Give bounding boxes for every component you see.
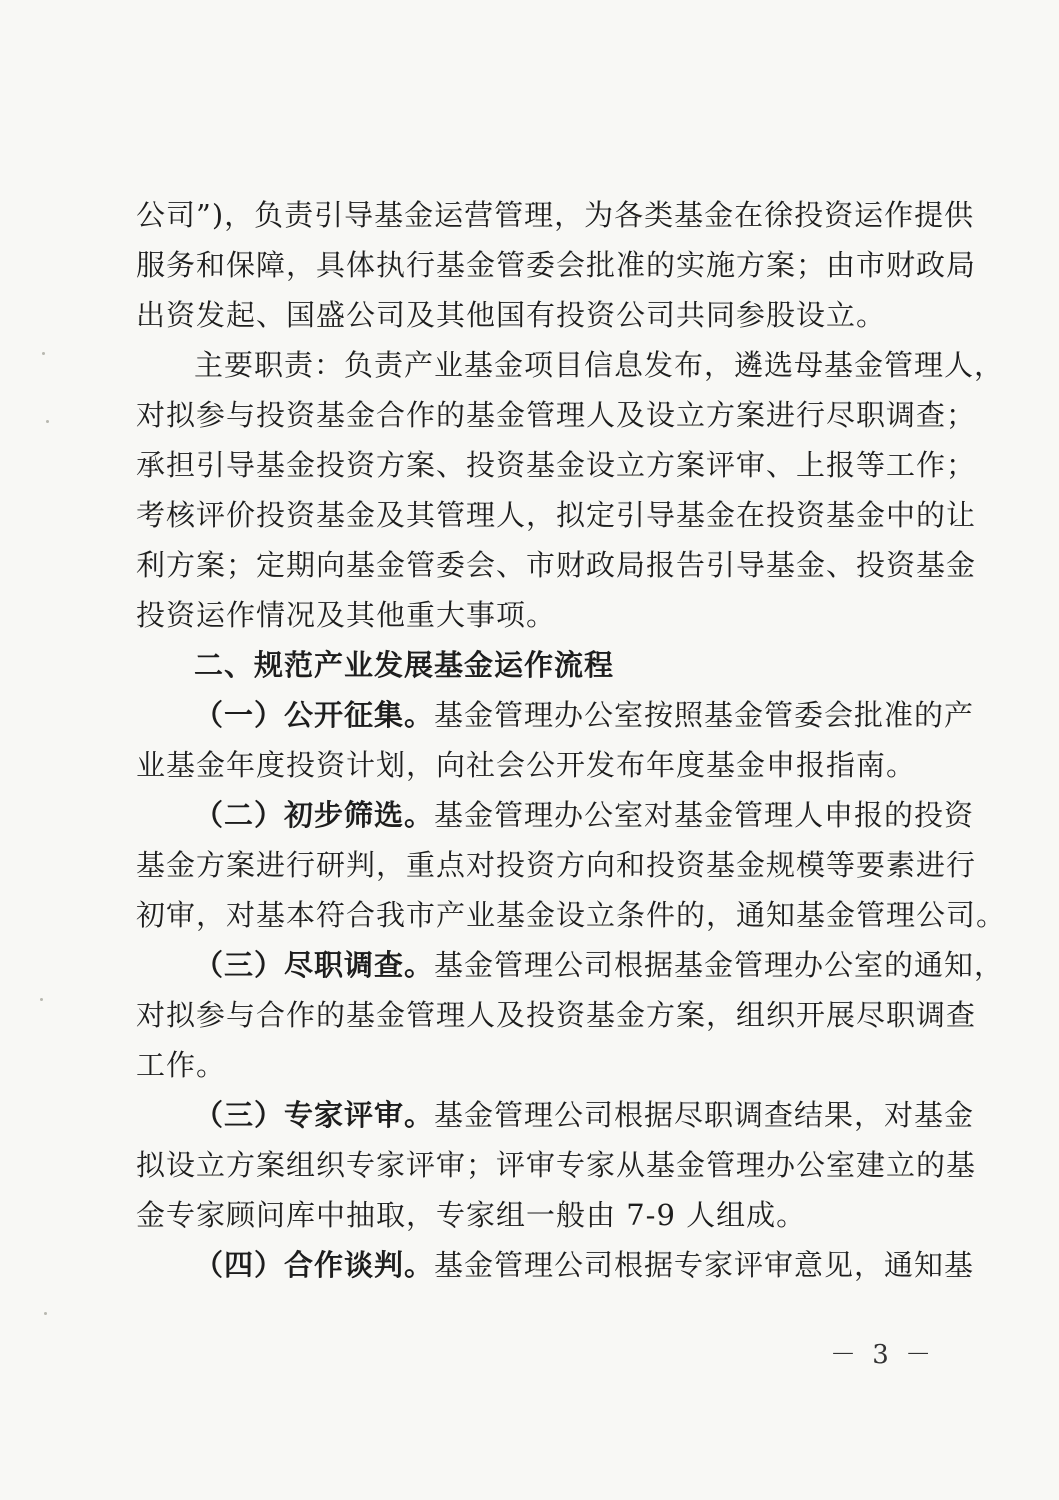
step-title: （二）初步筛选。 — [194, 798, 435, 832]
text-line: 基金方案进行研判，重点对投资方向和投资基金规模等要素进行 — [136, 848, 977, 882]
text-line: 对拟参与合作的基金管理人及投资基金方案，组织开展尽职调查 — [136, 998, 977, 1032]
text-line: 业基金年度投资计划，向社会公开发布年度基金申报指南。 — [136, 748, 917, 782]
scan-speck — [44, 1312, 47, 1315]
scan-speck — [42, 352, 45, 355]
step-text: 基金管理办公室对基金管理人申报的投资 — [434, 798, 975, 832]
step-title: （四）合作谈判。 — [194, 1248, 435, 1282]
step-text: 基金管理办公室按照基金管委会批准的产 — [434, 698, 975, 732]
step-title: （一）公开征集。 — [194, 698, 435, 732]
step-title: （三）尽职调查。 — [194, 948, 435, 982]
step-text: 基金管理公司根据基金管理办公室的通知， — [434, 948, 1005, 982]
text-line — [136, 1240, 975, 1290]
page-number: － 3 － — [830, 1340, 936, 1370]
text-line: 承担引导基金投资方案、投资基金设立方案评审、上报等工作； — [136, 448, 977, 482]
body-text — [136, 190, 1007, 1290]
step-text: 基金管理公司根据专家评审意见，通知基 — [434, 1248, 975, 1282]
section-heading: 二、规范产业发展基金运作流程 — [194, 648, 615, 682]
text-line: 出资发起、国盛公司及其他国有投资公司共同参股设立。 — [136, 298, 887, 332]
text-line: 初审，对基本符合我市产业基金设立条件的，通知基金管理公司。 — [136, 898, 1007, 932]
text-line — [136, 1090, 975, 1140]
text-line: 公司”)，负责引导基金运营管理，为各类基金在徐投资运作提供 — [136, 198, 975, 232]
step-text: 基金管理公司根据尽职调查结果，对基金 — [434, 1098, 975, 1132]
step-title: （三）专家评审。 — [194, 1098, 435, 1132]
text-line: 投资运作情况及其他重大事项。 — [136, 598, 557, 632]
text-line: 服务和保障，具体执行基金管委会批准的实施方案；由市财政局 — [136, 248, 977, 282]
text-line: 金专家顾问库中抽取，专家组一般由 7-9 人组成。 — [136, 1198, 807, 1232]
text-line — [136, 790, 975, 840]
text-line: 考核评价投资基金及其管理人，拟定引导基金在投资基金中的让 — [136, 498, 977, 532]
text-line — [136, 690, 975, 740]
text-line: 主要职责：负责产业基金项目信息发布，遴选母基金管理人， — [194, 348, 1005, 382]
scan-speck — [46, 420, 49, 423]
text-line: 对拟参与投资基金合作的基金管理人及设立方案进行尽职调查； — [136, 398, 977, 432]
text-line: 利方案；定期向基金管委会、市财政局报告引导基金、投资基金 — [136, 548, 977, 582]
scan-speck — [40, 998, 43, 1001]
text-line: 拟设立方案组织专家评审；评审专家从基金管理办公室建立的基 — [136, 1148, 977, 1182]
text-line — [136, 940, 1005, 990]
text-line: 工作。 — [136, 1048, 227, 1082]
